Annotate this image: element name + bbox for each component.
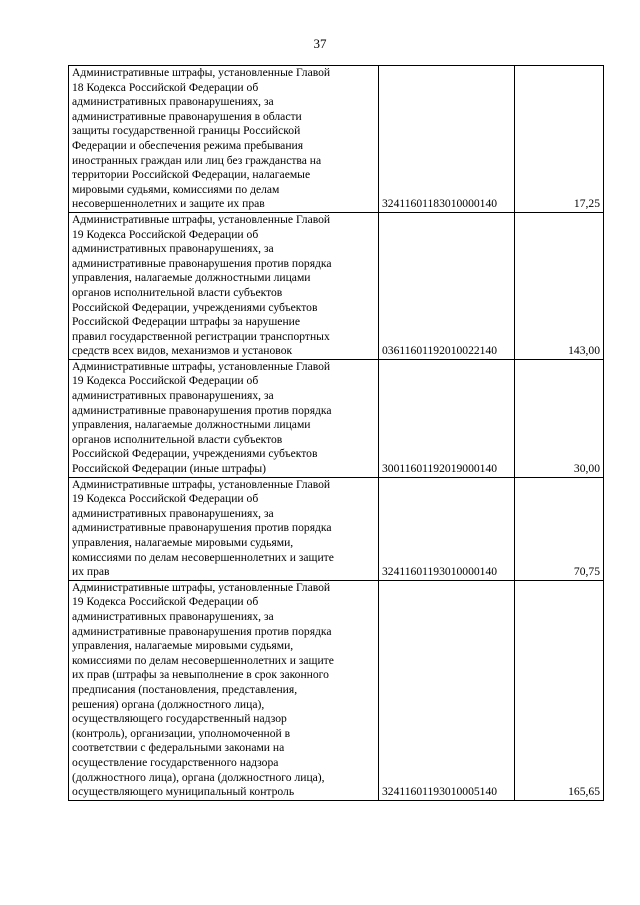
revenue-description: Административные штрафы, установленные Главой 18 Кодекса Российской Федерации об административных правонарушениях, за административные правонарушения в области защиты государственной границы Российской Федерации и обеспечения режима пребывания иностранных граждан или лиц без гражданства на территории Российской Федерации, налагаемые мировыми судьями, комиссиями по делам несовершеннолетних и защите их прав	[69, 66, 379, 213]
revenue-amount: 70,75	[515, 477, 604, 580]
budget-classification-code: 32411601193010005140	[379, 580, 515, 800]
budget-classification-code: 32411601193010000140	[379, 477, 515, 580]
table-row	[69, 580, 604, 800]
revenue-description: Административные штрафы, установленные Главой 19 Кодекса Российской Федерации об административных правонарушениях, за административные правонарушения против порядка управления, налагаемые должностными лицами органов исполнительной власти субъектов Российской Федерации, учреждениями субъектов Российской Федерации (иные штрафы)	[69, 359, 379, 477]
page-number: 37	[313, 36, 327, 51]
revenue-amount: 17,25	[515, 66, 604, 213]
revenue-amount: 143,00	[515, 212, 604, 359]
table-row	[69, 359, 604, 477]
revenue-description: Административные штрафы, установленные Главой 19 Кодекса Российской Федерации об административных правонарушениях, за административные правонарушения против порядка управления, налагаемые мировыми судьями, комиссиями по делам несовершеннолетних и защите их прав (штрафы за невыполнение в срок законного предписания (постановления, представления, решения) органа (должностного лица), осуществляющего государственный надзор (контроль), организации, уполномоченной в соответствии с федеральными законами на осуществление государственного надзора (должностного лица), органа (должностного лица), осуществляющего муниципальный контроль	[69, 580, 379, 800]
table-row	[69, 477, 604, 580]
table-row	[69, 212, 604, 359]
budget-classification-code: 30011601192019000140	[379, 359, 515, 477]
budget-classification-code: 03611601192010022140	[379, 212, 515, 359]
budget-revenue-table	[68, 65, 604, 801]
table-row	[69, 66, 604, 213]
budget-classification-code: 32411601183010000140	[379, 66, 515, 213]
revenue-description: Административные штрафы, установленные Главой 19 Кодекса Российской Федерации об административных правонарушениях, за административные правонарушения против порядка управления, налагаемые мировыми судьями, комиссиями по делам несовершеннолетних и защите их прав	[69, 477, 379, 580]
revenue-amount: 30,00	[515, 359, 604, 477]
revenue-amount: 165,65	[515, 580, 604, 800]
revenue-description: Административные штрафы, установленные Главой 19 Кодекса Российской Федерации об административных правонарушениях, за административные правонарушения против порядка управления, налагаемые должностными лицами органов исполнительной власти субъектов Российской Федерации, учреждениями субъектов Российской Федерации штрафы за нарушение правил государственной регистрации транспортных средств всех видов, механизмов и установок	[69, 212, 379, 359]
